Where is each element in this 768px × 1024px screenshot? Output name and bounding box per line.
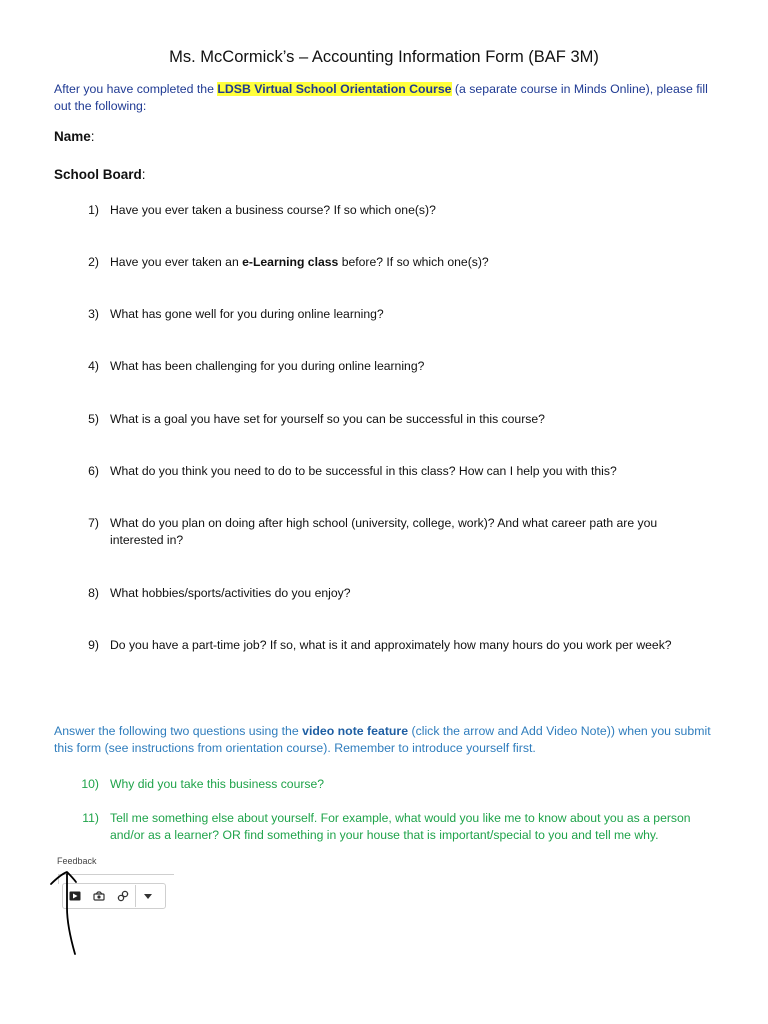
hand-drawn-arrow-icon: [45, 868, 85, 960]
question-number: 9): [88, 638, 99, 652]
question-text: Have you ever taken a business course? If so which one(s)?: [110, 203, 436, 217]
question-text: What has been challenging for you during online learning?: [110, 359, 425, 373]
question-4: [70, 358, 710, 375]
question-text-pre: Have you ever taken an: [110, 255, 243, 269]
instructions-text-before: Answer the following two questions using the: [54, 724, 303, 738]
question-9: [70, 637, 710, 654]
question-number: 11): [82, 811, 99, 825]
question-number: 4): [88, 359, 99, 373]
question-7: [70, 515, 710, 549]
name-field: [54, 129, 95, 144]
question-text: [110, 254, 489, 271]
name-label-suffix: :: [90, 129, 95, 144]
record-audio-icon[interactable]: [87, 885, 111, 907]
question-text: What is a goal you have set for yourself so you can be successful in this course?: [110, 412, 545, 426]
question-text: Tell me something else about yourself. For example, what would you like me to know about you as a person and/or as a learner? OR find something in your house that is important/special to you and tell me why.: [110, 811, 691, 842]
school-board-field: [54, 167, 146, 182]
school-board-label-suffix: :: [141, 167, 146, 182]
question-3: [70, 306, 710, 323]
question-text: Why did you take this business course?: [110, 777, 325, 791]
intro-highlight: LDSB Virtual School Orientation Course: [217, 82, 452, 96]
page-title: Ms. McCormick’s – Accounting Information Form (BAF 3M): [169, 48, 599, 66]
dropdown-caret-icon[interactable]: [135, 885, 160, 907]
intro-text-after: (a separate course in Minds Online), please fill out the following:: [54, 82, 708, 113]
question-number: 8): [88, 586, 99, 600]
video-note-instructions: [54, 723, 724, 757]
question-number: 6): [88, 464, 99, 478]
question-8: [70, 585, 710, 602]
question-number: 7): [88, 516, 99, 530]
question-text: What has gone well for you during online learning?: [110, 307, 384, 321]
question-number: 10): [81, 777, 99, 791]
question-1: [70, 202, 710, 219]
instructions-text-after: (click the arrow and Add Video Note)) when you submit this form (see instructions from orientation course). Remember to introduce yourself first.: [54, 724, 711, 755]
instructions-bold: video note feature: [302, 724, 409, 738]
question-2: [70, 254, 710, 271]
intro-text-before: After you have completed the: [54, 82, 218, 96]
question-text: What hobbies/sports/activities do you enjoy?: [110, 586, 351, 600]
question-number: 3): [88, 307, 99, 321]
question-11: [70, 810, 710, 844]
name-label: Name: [54, 129, 91, 144]
question-text: What do you plan on doing after high school (university, college, work)? And what career path are you interested in?: [110, 516, 658, 547]
question-text-bold: e-Learning class: [242, 255, 339, 269]
question-6: [70, 463, 710, 480]
question-number: 1): [88, 203, 99, 217]
question-number: 5): [88, 412, 99, 426]
question-text: What do you think you need to do to be successful in this class? How can I help you with this?: [110, 464, 617, 478]
question-text: Do you have a part-time job? If so, what is it and approximately how many hours do you work per week?: [110, 638, 672, 652]
question-5: [70, 411, 710, 428]
question-text-post: before? If so which one(s)?: [338, 255, 489, 269]
feedback-label: Feedback: [57, 856, 97, 866]
link-icon[interactable]: [111, 885, 135, 907]
intro-paragraph: [54, 81, 724, 115]
question-number: 2): [88, 255, 99, 269]
question-10: [70, 776, 710, 793]
school-board-label: School Board: [54, 167, 142, 182]
